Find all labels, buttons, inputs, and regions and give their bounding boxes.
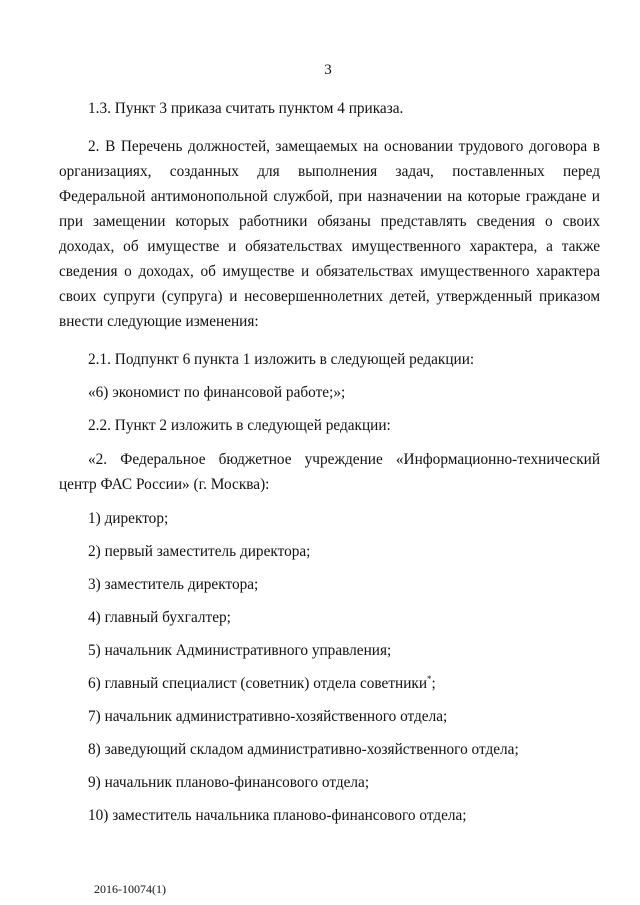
page-number: 3 (324, 62, 332, 78)
paragraph-2-line: внести следующие изменения: (59, 313, 259, 330)
paragraph-2-line: 2. В Перечень должностей, замещаемых на основании трудового договора в (88, 138, 600, 155)
paragraph-2-line: доходах, об имуществе и обязательствах имущественного характера, а также (59, 238, 600, 255)
paragraph-2-line: организациях, созданных для выполнения задач, поставленных перед (59, 163, 600, 180)
position-item: 4) главный бухгалтер; (88, 609, 231, 626)
footer-code: 2016-10074(1) (94, 882, 166, 896)
position-item: 5) начальник Административного управления; (88, 642, 392, 659)
position-item: 3) заместитель директора; (88, 576, 259, 593)
position-item: 1) директор; (88, 510, 169, 527)
paragraph-1-3: 1.3. Пункт 3 приказа считать пунктом 4 приказа. (88, 100, 404, 117)
paragraph-2-line: сведения о доходах, об имуществе и обязательствах имущественного характера (59, 263, 600, 280)
item-2-line-1: «2. Федеральное бюджетное учреждение «Информационно-технический (88, 451, 600, 468)
position-item: 2) первый заместитель директора; (88, 543, 311, 560)
footnote-marker: * (427, 673, 432, 684)
paragraph-2-line: Федеральной антимонопольной службой, при назначении на которые граждане и (59, 188, 600, 205)
position-item (88, 675, 436, 693)
position-item: 10) заместитель начальника планово-финансового отдела; (88, 807, 467, 824)
paragraph-2-line: при замещении которых работники обязаны представлять сведения о своих (59, 213, 600, 230)
paragraph-2-1: 2.1. Подпункт 6 пункта 1 изложить в следующей редакции: (88, 351, 475, 368)
paragraph-2-line: своих супруги (супруга) и несовершеннолетних детей, утвержденный приказом (59, 288, 600, 305)
position-text: 6) главный специалист (советник) отдела советники (88, 675, 428, 692)
position-item: 9) начальник планово-финансового отдела; (88, 774, 370, 791)
paragraph-2-2: 2.2. Пункт 2 изложить в следующей редакции: (88, 417, 391, 434)
item-2-line-2: центр ФАС России» (г. Москва): (59, 476, 270, 493)
position-suffix: ; (431, 675, 436, 692)
quote-item-6: «6) экономист по финансовой работе;»; (88, 384, 346, 401)
position-item: 8) заведующий складом административно-хозяйственного отдела; (88, 741, 519, 758)
position-item: 7) начальник административно-хозяйственного отдела; (88, 708, 448, 725)
